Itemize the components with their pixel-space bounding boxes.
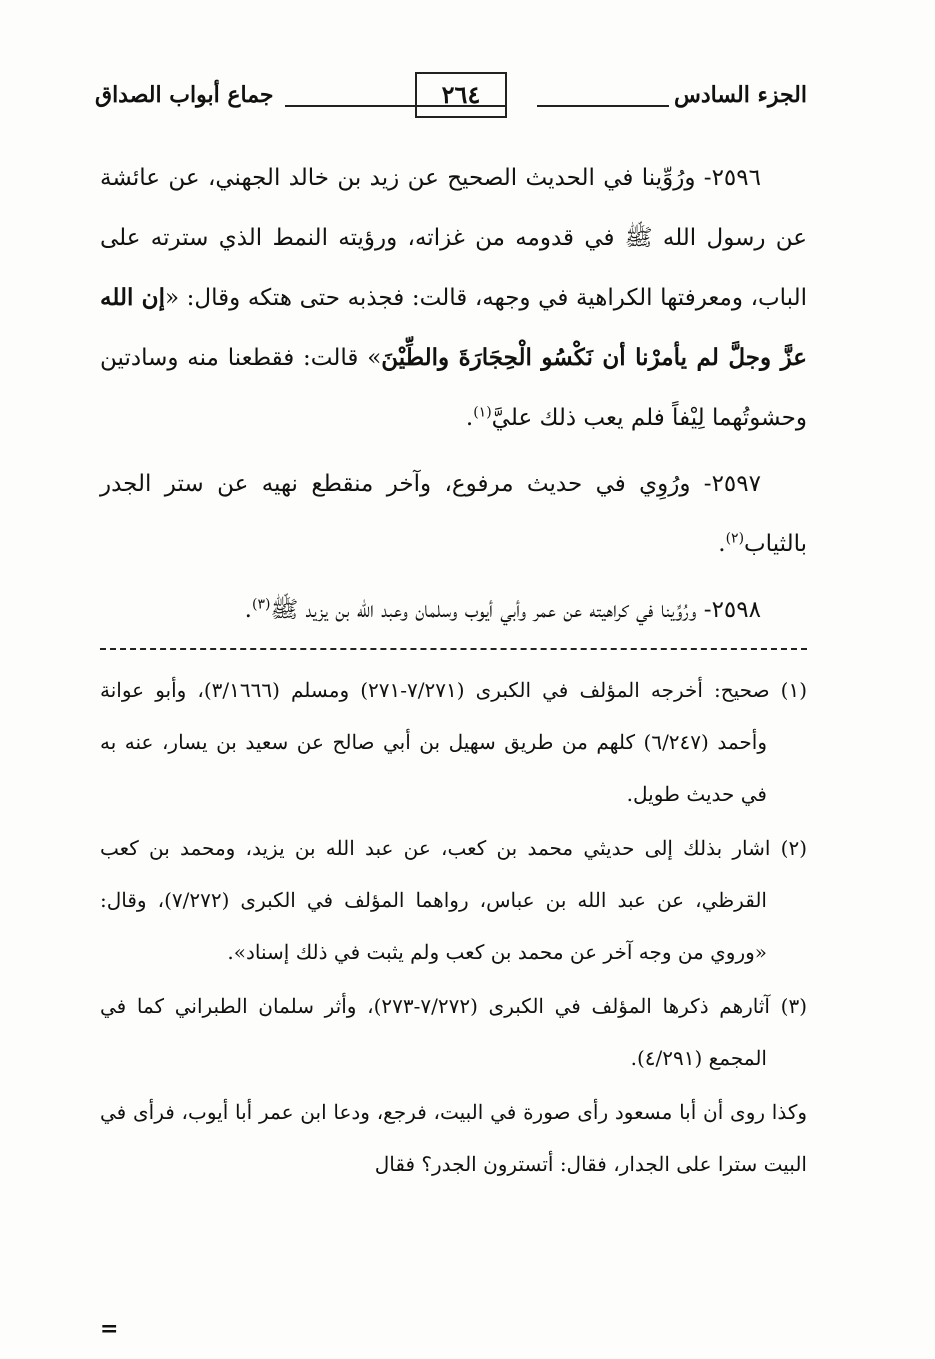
paragraph-2597	[100, 454, 807, 574]
footnote-ref[interactable]: (٢)	[725, 530, 745, 547]
book-title: جماع أبواب الصداق	[95, 82, 274, 108]
continue-mark: =	[100, 1316, 119, 1342]
page-number: ٢٦٤	[415, 72, 507, 118]
page-header	[95, 72, 807, 124]
paragraph-2598	[100, 580, 807, 640]
footnote-separator	[100, 648, 807, 650]
paragraph-end: .	[465, 405, 474, 431]
paragraph-text: ٢٥٩٦- ورُوِّينا في الحديث الصحيح عن زيد بن خالد الجهني، عن عائشة عن رسول الله ﷺ في قدومه من غزاته، ورؤيته النمط الذي سترته على الباب، ومعرفتها الكراهية في وجهه، قالت: فجذبه حتى هتكه وقال: «	[100, 165, 807, 311]
footnote-ref[interactable]: (٣)	[251, 596, 271, 613]
header-rule-right	[537, 105, 669, 107]
hadith-quote: إن الله عزَّ وجلَّ لم يأمرْنا أن نَكْسُو الْحِجَارَةَ والطِّيْنَ	[100, 284, 807, 371]
footnote-3: (٣) آثارهم ذكرها المؤلف في الكبرى (٧/٢٧٢-٢٧٣)، وأثر سلمان الطبراني كما في المجمع (٤/٢٩١).	[100, 994, 808, 1070]
paragraph-end: .	[244, 597, 252, 623]
part-title: الجزء السادس	[674, 82, 807, 108]
paragraph-text: ٢٥٩٧- ورُوِي في حديث مرفوع، وآخر منقطع نهيه عن ستر الجدر بالثياب	[100, 471, 807, 557]
page-body	[100, 148, 807, 1190]
paragraph-2596	[100, 148, 807, 448]
paragraph-end: .	[718, 531, 726, 557]
paragraph-text: » قالت: فقطعنا منه وسادتين وحشوتُهما لِيْفاً فلم يعب ذلك عليَّ	[100, 345, 807, 431]
footnote-2: (٢) اشار بذلك إلى حديثي محمد بن كعب، عن عبد الله بن يزيد، ومحمد بن كعب القرظي، عن عبد الله بن عباس، رواهما المؤلف في الكبرى (٧/٢٧٢)، وقال: «وروي من وجه آخر عن محمد بن كعب ولم يثبت في ذلك إسناد».	[100, 836, 807, 964]
paragraph-text: ٢٥٩٨- ورُوِّينا في كراهيته عن عمر وأبي أيوب وسلمان وعبد الله بن يزيد ﷺ	[270, 597, 761, 623]
header-rule-left	[285, 105, 507, 107]
footnote-ref[interactable]: (١)	[473, 404, 492, 421]
footnote-1: (١) صحيح: أخرجه المؤلف في الكبرى (٧/٢٧١-٢٧١) ومسلم (٣/١٦٦٦)، وأبو عوانة وأحمد (٦/٢٤٧) كلهم من طريق سهيل بن أبي صالح عن سعيد بن يسار، عنه به في حديث طويل.	[100, 678, 808, 806]
footnote-continuation: وكذا روى أن أبا مسعود رأى صورة في البيت، فرجع، ودعا ابن عمر أبا أيوب، فرأى في البيت سترا على الجدار، فقال: أتسترون الجدر؟ فقال	[100, 1100, 807, 1176]
